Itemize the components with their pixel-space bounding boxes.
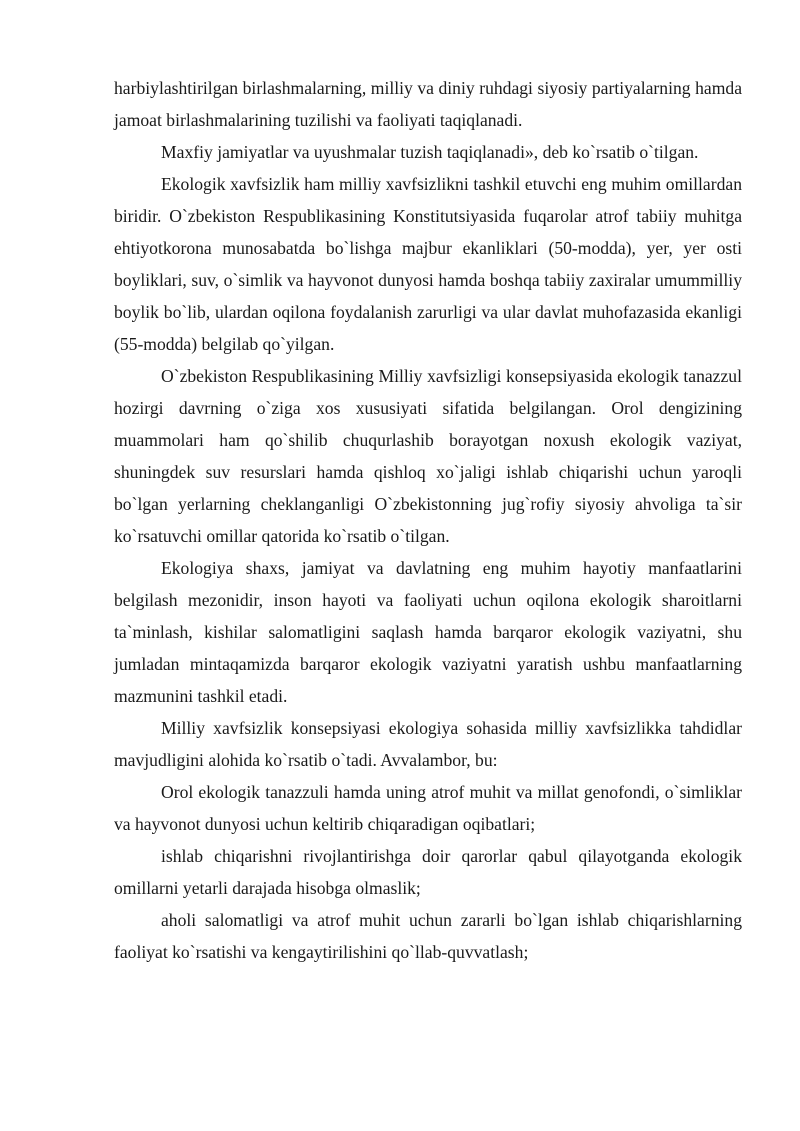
paragraph: Ekologiya shaxs, jamiyat va davlatning eng muhim hayotiy manfaatlarini belgilash mezonidir, inson hayoti va faoliyati uchun oqilona ekologik sharoitlarni ta`minlash, kishilar salomatligini saqlash hamda barqaror ekologik vaziyatni, shu jumladan mintaqamizda barqaror ekologik vaziyatni yaratish ushbu manfaatlarning mazmunini tashkil etadi. — [114, 558, 742, 706]
document-page — [114, 72, 742, 968]
paragraph: Maxfiy jamiyatlar va uyushmalar tuzish taqiqlanadi», deb ko`rsatib o`tilgan. — [161, 142, 699, 162]
paragraph: ishlab chiqarishni rivojlantirishga doir qarorlar qabul qilayotganda ekologik omillarni yetarli darajada hisobga olmaslik; — [114, 846, 742, 898]
paragraph: Orol ekologik tanazzuli hamda uning atrof muhit va millat genofondi, o`simliklar va hayvonot dunyosi uchun keltirib chiqaradigan oqibatlari; — [114, 782, 742, 834]
paragraph: Milliy xavfsizlik konsepsiyasi ekologiya sohasida milliy xavfsizlikka tahdidlar mavjudligini alohida ko`rsatib o`tadi. Avvalambor, bu: — [114, 718, 742, 770]
paragraph: aholi salomatligi va atrof muhit uchun zararli bo`lgan ishlab chiqarishlarning faoliyat ko`rsatishi va kengaytirilishini qo`llab-quvvatlash; — [114, 910, 742, 962]
paragraph: harbiylashtirilgan birlashmalarning, milliy va diniy ruhdagi siyosiy partiyalarning hamda jamoat birlashmalarining tuzilishi va faoliyati taqiqlanadi. — [114, 78, 742, 130]
paragraph: Ekologik xavfsizlik ham milliy xavfsizlikni tashkil etuvchi eng muhim omillardan biridir. O`zbekiston Respublikasining Konstitutsiyasida fuqarolar atrof tabiiy muhitga ehtiyotkorona munosabatda bo`lishga majbur ekanliklari (50-modda), yer, yer osti boyliklari, suv, o`simlik va hayvonot dunyosi hamda boshqa tabiiy zaxiralar umummilliy boylik bo`lib, ulardan oqilona foydalanish zarurligi va ular davlat muhofazasida ekanligi (55-modda) belgilab qo`yilgan. — [114, 174, 742, 354]
paragraph: O`zbekiston Respublikasining Milliy xavfsizligi konsepsiyasida ekologik tanazzul hozirgi davrning o`ziga xos xususiyati sifatida belgilangan. Orol dengizining muammolari ham qo`shilib chuqurlashib borayotgan noxush ekologik vaziyat, shuningdek suv resurslari hamda qishloq xo`jaligi ishlab chiqarishi uchun yaroqli bo`lgan yerlarning cheklanganligi O`zbekistonning jug`rofiy siyosiy ahvoliga ta`sir ko`rsatuvchi omillar qatorida ko`rsatib o`tilgan. — [114, 366, 742, 546]
